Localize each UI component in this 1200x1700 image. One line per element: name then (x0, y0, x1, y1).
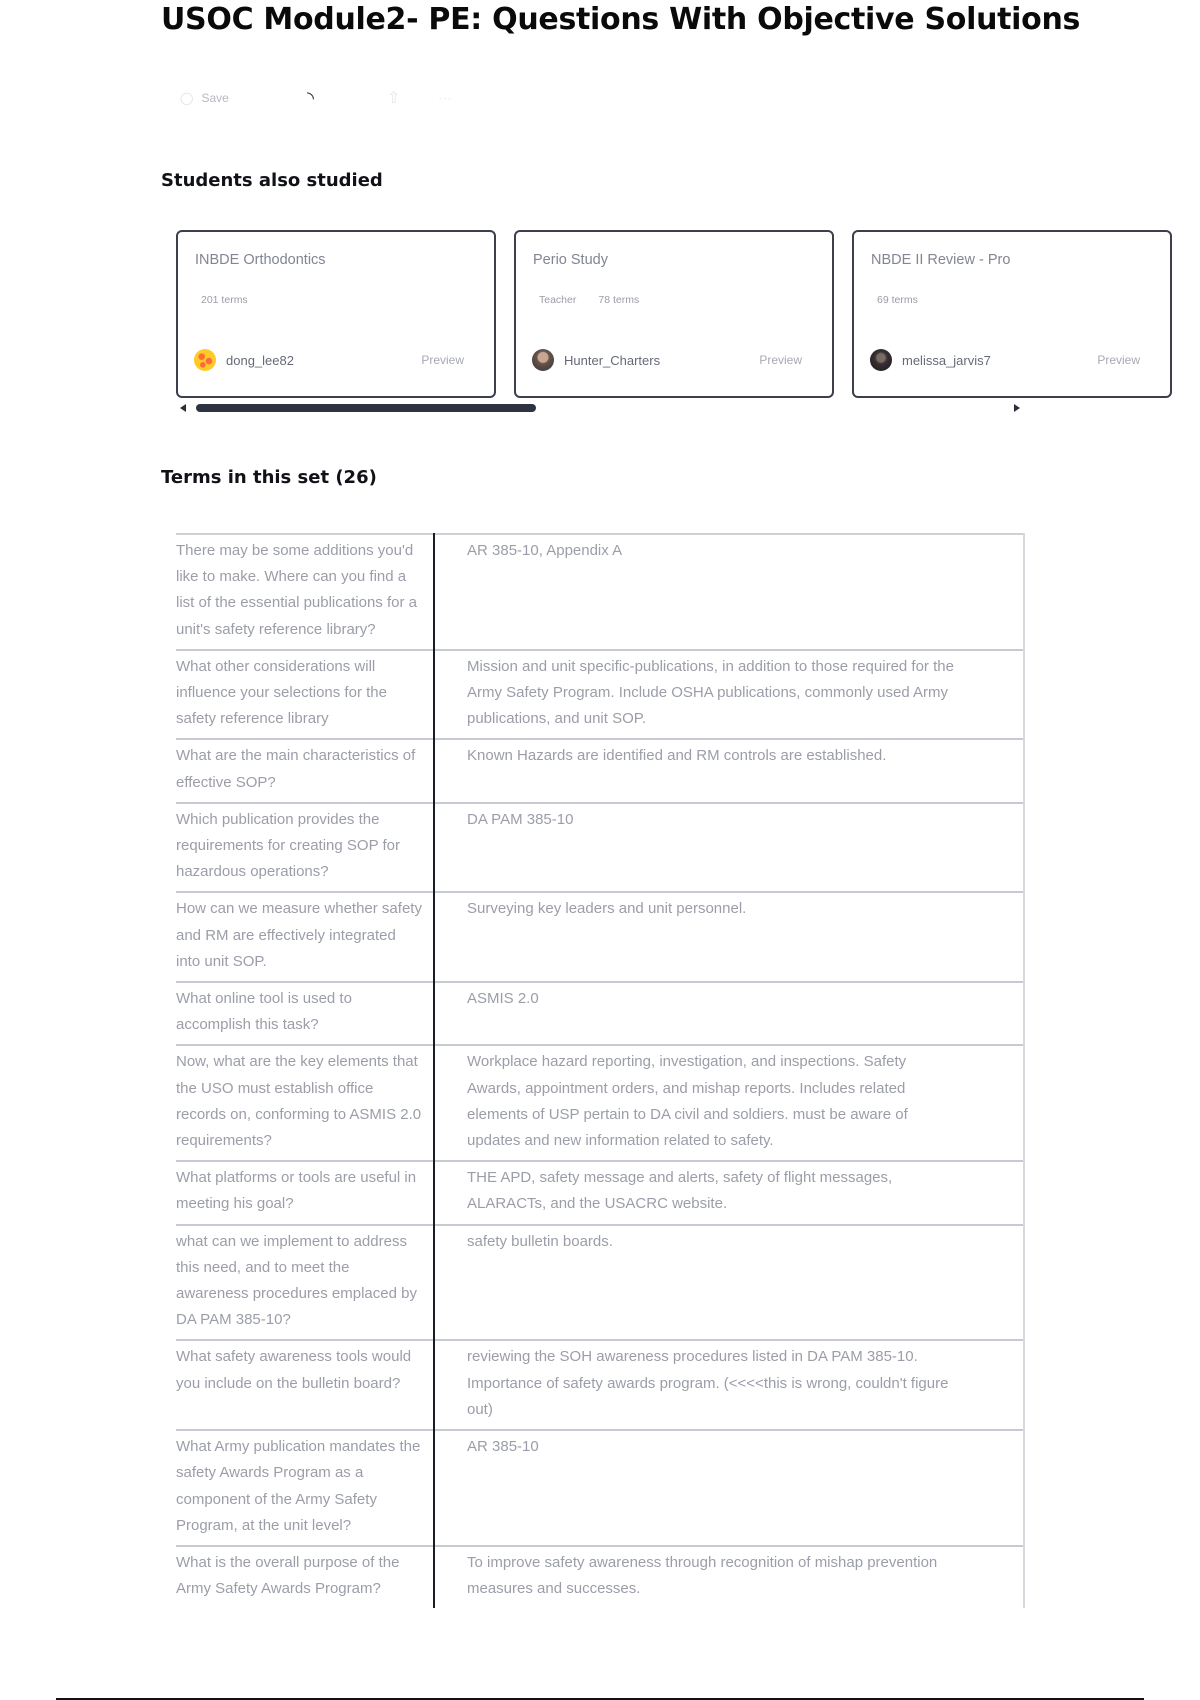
save-button[interactable] (180, 86, 229, 110)
card-user (870, 349, 991, 371)
term-cell: What other considerations will influence your selections for the safety reference library (176, 650, 434, 740)
definition-cell: safety bulletin boards. (434, 1225, 1024, 1341)
definition-cell: Workplace hazard reporting, investigation, and inspections. Safety Awards, appointment orders, and mishap reports. Includes related elements of USP pertain to DA civil and soldiers. must be aware of updates and new information related to safety. (434, 1045, 1024, 1161)
share-icon[interactable]: ⇧ (387, 90, 401, 107)
term-cell: There may be some additions you'd like to make. Where can you find a list of the essential publications for a unit's safety reference library? (176, 534, 434, 650)
definition-cell: ASMIS 2.0 (434, 982, 1024, 1045)
table-row (176, 1225, 1024, 1341)
card-title: INBDE Orthodontics (195, 252, 326, 268)
table-row (176, 1161, 1024, 1224)
card-title: NBDE II Review - Pro (871, 252, 1011, 268)
card-username: melissa_jarvis7 (902, 352, 991, 368)
definition-cell: Surveying key leaders and unit personnel. (434, 892, 1024, 982)
term-cell: What online tool is used to accomplish this task? (176, 982, 434, 1045)
term-cell: How can we measure whether safety and RM are effectively integrated into unit SOP. (176, 892, 434, 982)
table-row (176, 1546, 1024, 1608)
term-cell: Now, what are the key elements that the USO must establish office records on, conforming to ASMIS 2.0 requirements? (176, 1045, 434, 1161)
scroll-right-arrow-icon[interactable] (1014, 404, 1020, 412)
carousel-scrollbar[interactable] (180, 404, 1020, 414)
avatar (870, 349, 892, 371)
definition-cell: Mission and unit specific-publications, in addition to those required for the Army Safety Program. Include OSHA publications, commonly used Army publications, and unit SOP. (434, 650, 1024, 740)
term-cell: What platforms or tools are useful in meeting his goal? (176, 1161, 434, 1224)
definition-cell: THE APD, safety message and alerts, safety of flight messages, ALARACTs, and the USACRC website. (434, 1161, 1024, 1224)
term-cell: What are the main characteristics of effective SOP? (176, 739, 434, 802)
table-row (176, 982, 1024, 1045)
avatar (194, 349, 216, 371)
card-title: Perio Study (533, 252, 608, 268)
table-row (176, 739, 1024, 802)
preview-button[interactable]: Preview (759, 353, 802, 367)
definition-cell: AR 385-10, Appendix A (434, 534, 1024, 650)
card-user (532, 349, 660, 371)
table-row (176, 1430, 1024, 1546)
scroll-left-arrow-icon[interactable] (180, 404, 186, 412)
bookmark-icon: ◯ (180, 91, 194, 105)
table-row (176, 803, 1024, 893)
card-term-count: 69 terms (877, 294, 918, 306)
definition-cell: AR 385-10 (434, 1430, 1024, 1546)
card-username: dong_lee82 (226, 352, 294, 368)
term-cell: What Army publication mandates the safety Awards Program as a component of the Army Safety Program, at the unit level? (176, 1430, 434, 1546)
study-set-card[interactable] (176, 230, 496, 398)
terms-table (176, 533, 1025, 1608)
preview-button[interactable]: Preview (421, 353, 464, 367)
table-row (176, 1340, 1024, 1430)
students-also-studied-heading: Students also studied (161, 170, 383, 191)
term-cell: Which publication provides the requirements for creating SOP for hazardous operations? (176, 803, 434, 893)
table-row (176, 1045, 1024, 1161)
students-also-studied-carousel (176, 230, 1140, 402)
term-cell: what can we implement to address this need, and to meet the awareness procedures emplaced by DA PAM 385-10? (176, 1225, 434, 1341)
card-meta (539, 294, 661, 306)
page-title: USOC Module2- PE: Questions With Objective Solutions (161, 2, 1081, 37)
avatar (532, 349, 554, 371)
scrollbar-thumb[interactable] (196, 404, 536, 412)
save-label: Save (201, 91, 229, 105)
terms-heading: Terms in this set (26) (161, 467, 377, 488)
card-term-count: 201 terms (201, 294, 248, 306)
definition-cell: reviewing the SOH awareness procedures listed in DA PAM 385-10. Importance of safety awards program. (<<<<this is wrong, couldn't figure out) (434, 1340, 1024, 1430)
term-cell: What is the overall purpose of the Army Safety Awards Program? (176, 1546, 434, 1608)
study-set-card[interactable] (514, 230, 834, 398)
table-row (176, 534, 1024, 650)
term-cell: What safety awareness tools would you include on the bulletin board? (176, 1340, 434, 1430)
toolbar (180, 86, 480, 110)
card-meta (877, 294, 940, 306)
card-term-count: 78 terms (598, 294, 640, 306)
card-username: Hunter_Charters (564, 352, 661, 368)
definition-cell: To improve safety awareness through recognition of mishap prevention measures and successes. (434, 1546, 1024, 1608)
definition-cell: Known Hazards are identified and RM controls are established. (434, 739, 1024, 802)
preview-button[interactable]: Preview (1097, 353, 1140, 367)
study-set-card[interactable] (852, 230, 1172, 398)
loading-spinner-icon[interactable]: ◝ (307, 87, 314, 108)
card-teacher-badge: Teacher (539, 294, 577, 306)
definition-cell: DA PAM 385-10 (434, 803, 1024, 893)
card-meta (201, 294, 270, 306)
table-row (176, 650, 1024, 740)
table-row (176, 892, 1024, 982)
more-icon[interactable]: ⋯ (438, 89, 452, 106)
card-user (194, 349, 294, 371)
